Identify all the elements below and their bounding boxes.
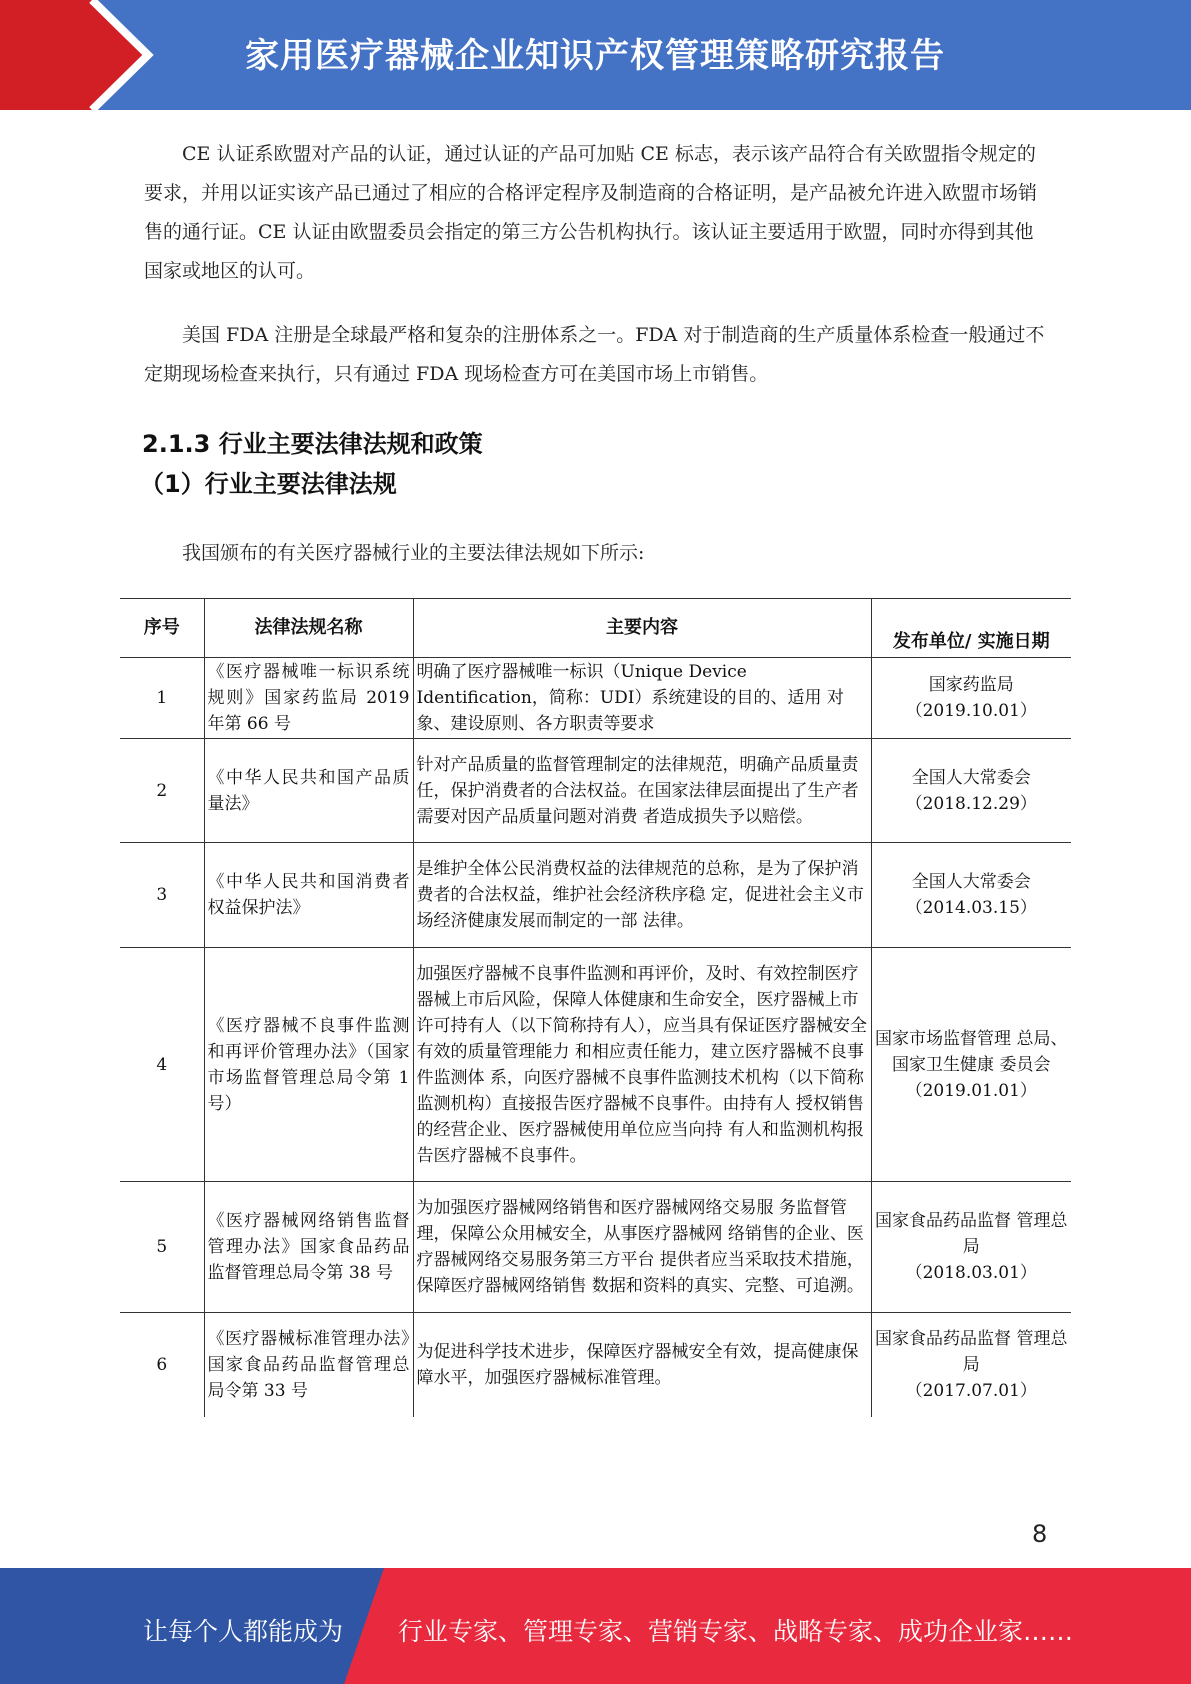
section-heading: 2.1.3 行业主要法律法规和政策 — [142, 430, 483, 458]
issuer-name: 国家食品药品监督 管理总局 — [875, 1328, 1068, 1375]
table-row — [120, 658, 1071, 739]
page-number: 8 — [1032, 1520, 1048, 1548]
cell-no: 6 — [120, 1313, 204, 1417]
table-header-row — [120, 599, 1071, 658]
cell-no: 3 — [120, 843, 204, 948]
issuer-name: 国家市场监督管理 总局、国家卫生健康 委员会 — [875, 1028, 1068, 1075]
header-arrow-decoration — [0, 0, 160, 110]
laws-table — [120, 598, 1071, 1417]
table-row — [120, 1182, 1071, 1313]
sub-heading: （1）行业主要法律法规 — [140, 470, 397, 498]
header-no: 序号 — [120, 599, 204, 658]
issuer-name: 全国人大常委会 — [911, 872, 1031, 892]
header-content: 主要内容 — [413, 599, 871, 658]
table-row — [120, 739, 1071, 843]
cell-law-name: 《中华人民共和国消费者权益保护法》 — [204, 843, 413, 948]
paragraph-fda-registration: 美国 FDA 注册是全球最严格和复杂的注册体系之一。FDA 对于制造商的生产质量体系检查一般通过不定期现场检查来执行，只有通过 FDA 现场检查方可在美国市场上市销售。 — [144, 324, 1045, 385]
cell-law-name: 《医疗器械不良事件监测和再评价管理办法》（国家市场监督管理总局令第 1 号） — [204, 948, 413, 1182]
cell-issuer — [871, 843, 1071, 948]
effective-date: （2017.07.01） — [905, 1380, 1037, 1401]
table-row — [120, 948, 1071, 1182]
cell-no: 4 — [120, 948, 204, 1182]
cell-law-name: 《医疗器械网络销售监督管理办法》国家食品药品监督管理总局令第 38 号 — [204, 1182, 413, 1313]
cell-issuer — [871, 1182, 1071, 1313]
cell-content: 是维护全体公民消费权益的法律规范的总称，是为了保护消费者的合法权益，维护社会经济秩序稳 定，促进社会主义市场经济健康发展而制定的一部 法律。 — [413, 843, 871, 948]
footer-slogan-right: 行业专家、管理专家、营销专家、战略专家、成功企业家…… — [398, 1617, 1074, 1646]
table-intro: 我国颁布的有关医疗器械行业的主要法律法规如下所示: — [182, 542, 645, 564]
header-issuer: 发布单位/ 实施日期 — [871, 599, 1071, 658]
cell-law-name: 《医疗器械唯一标识系统规则》国家药监局 2019 年第 66 号 — [204, 658, 413, 739]
table-row — [120, 843, 1071, 948]
table-row — [120, 1313, 1071, 1417]
cell-issuer — [871, 1313, 1071, 1417]
cell-issuer — [871, 658, 1071, 739]
cell-law-name: 《中华人民共和国产品质量法》 — [204, 739, 413, 843]
header-name: 法律法规名称 — [204, 599, 413, 658]
report-title: 家用医疗器械企业知识产权管理策略研究报告 — [245, 36, 945, 76]
effective-date: （2014.03.15） — [905, 898, 1037, 918]
cell-issuer — [871, 948, 1071, 1182]
cell-content: 针对产品质量的监督管理制定的法律规范，明确产品质量责任，保护消费者的合法权益。在国家法律层面提出了生产者需要对因产品质量问题对消费 者造成损失予以赔偿。 — [413, 739, 871, 843]
cell-issuer — [871, 739, 1071, 843]
effective-date: （2019.01.01） — [905, 1080, 1037, 1101]
effective-date: （2019.10.01） — [905, 701, 1037, 721]
cell-no: 1 — [120, 658, 204, 739]
cell-content: 加强医疗器械不良事件监测和再评价，及时、有效控制医疗器械上市后风险，保障人体健康和生命安全，医疗器械上市许可持有人（以下简称持有人），应当具有保证医疗器械安全有效的质量管理能力 和相应责任能力，建立医疗器械不良事件监测体 系，向医疗器械不良事件监测技术机构（以下简称 监测机构）直接报告医疗器械不良事件。由持有人 授权销售的经营企业、医疗器械使用单位应当向持 有人和监测机构报告医疗器械不良事件。 — [413, 948, 871, 1182]
cell-content: 明确了医疗器械唯一标识（Unique Device Identification，简称：UDI）系统建设的目的、适用 对象、建设原则、各方职责等要求 — [413, 658, 871, 739]
cell-no: 5 — [120, 1182, 204, 1313]
cell-law-name: 《医疗器械标准管理办法》国家食品药品监督管理总局令第 33 号 — [204, 1313, 413, 1417]
cell-content: 为促进科学技术进步，保障医疗器械安全有效，提高健康保障水平，加强医疗器械标准管理。 — [413, 1313, 871, 1417]
effective-date: （2018.03.01） — [905, 1263, 1037, 1283]
footer-slogan-left: 让每个人都能成为 — [143, 1617, 344, 1646]
cell-no: 2 — [120, 739, 204, 843]
effective-date: （2018.12.29） — [905, 793, 1037, 814]
cell-content: 为加强医疗器械网络销售和医疗器械网络交易服 务监督管理，保障公众用械安全，从事医疗器械网 络销售的企业、医疗器械网络交易服务第三方平台 提供者应当采取技术措施，保障医疗器械网络销售 数据和资料的真实、完整、可追溯。 — [413, 1182, 871, 1313]
issuer-name: 国家药监局 — [928, 675, 1014, 695]
issuer-name: 全国人大常委会 — [911, 767, 1031, 788]
issuer-name: 国家食品药品监督 管理总局 — [875, 1211, 1068, 1257]
paragraph-ce-certification: CE 认证系欧盟对产品的认证，通过认证的产品可加贴 CE 标志，表示该产品符合有关欧盟指令规定的要求，并用以证实该产品已通过了相应的合格评定程序及制造商的合格证明，是产品被允许进入欧盟市场销售的通行证。CE 认证由欧盟委员会指定的第三方公告机构执行。该认证主要适用于欧盟，同时亦得到其他国家或地区的认可。 — [144, 143, 1038, 282]
